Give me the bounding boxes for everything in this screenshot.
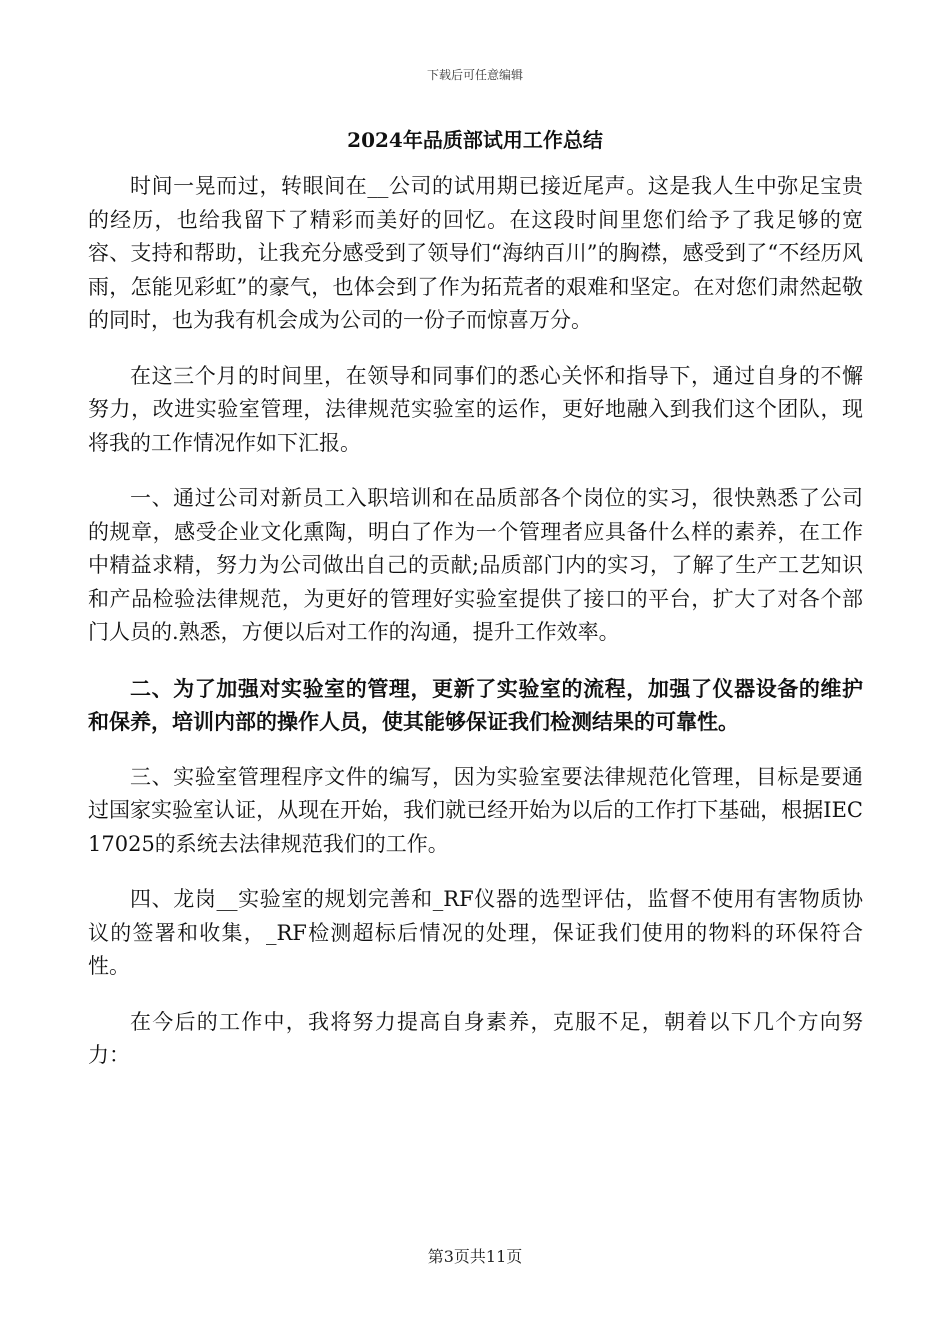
paragraph-overview: 在这三个月的时间里，在领导和同事们的悉心关怀和指导下，通过自身的不懈努力，改进实验室管理，法律规范实验室的运作，更好地融入到我们这个团队，现将我的工作情况作如下汇报。 [88,363,863,455]
paragraph-item-1: 一、通过公司对新员工入职培训和在品质部各个岗位的实习，很快熟悉了公司的规章，感受企业文化熏陶，明白了作为一个管理者应具备什么样的素养，在工作中精益求精，努力为公司做出自己的贡献;品质部门内的实习，了解了生产工艺知识和产品检验法律规范，为更好的管理好实验室提供了接口的平台，扩大了对各个部门人员的.熟悉，方便以后对工作的沟通，提升工作效率。 [88,486,863,644]
page-number: 第3页共11页 [427,1247,523,1266]
page-title: 2024年品质部试用工作总结 [347,128,603,152]
paragraph-item-4: 四、龙岗__实验室的规划完善和_RF仪器的选型评估，监督不使用有害物质协议的签署和收集，_RF检测超标后情况的处理，保证我们使用的物料的环保符合性。 [88,887,863,978]
paragraph-intro: 时间一晃而过，转眼间在__公司的试用期已接近尾声。这是我人生中弥足宝贵的经历，也给我留下了精彩而美好的回忆。在这段时间里您们给予了我足够的宽容、支持和帮助，让我充分感受到了领导们“海纳百川”的胸襟，感受到了“不经历风雨，怎能见彩虹”的豪气，也体会到了作为拓荒者的艰难和坚定。在对您们肃然起敬的同时，也为我有机会成为公司的一份子而惊喜万分。 [88,174,863,332]
paragraph-outlook: 在今后的工作中，我将努力提高自身素养，克服不足，朝着以下几个方向努力： [88,1009,863,1067]
document-body [88,170,863,1095]
paragraph-item-2: 二、为了加强对实验室的管理，更新了实验室的流程，加强了仪器设备的维护和保养，培训内部的操作人员，使其能够保证我们检测结果的可靠性。 [88,675,863,734]
paragraph-item-3: 三、实验室管理程序文件的编写，因为实验室要法律规范化管理，目标是要通过国家实验室认证，从现在开始，我们就已经开始为以后的工作打下基础，根据IEC17025的系统去法律规范我们的工作。 [88,764,863,856]
header-note: 下载后可任意编辑 [426,68,523,82]
